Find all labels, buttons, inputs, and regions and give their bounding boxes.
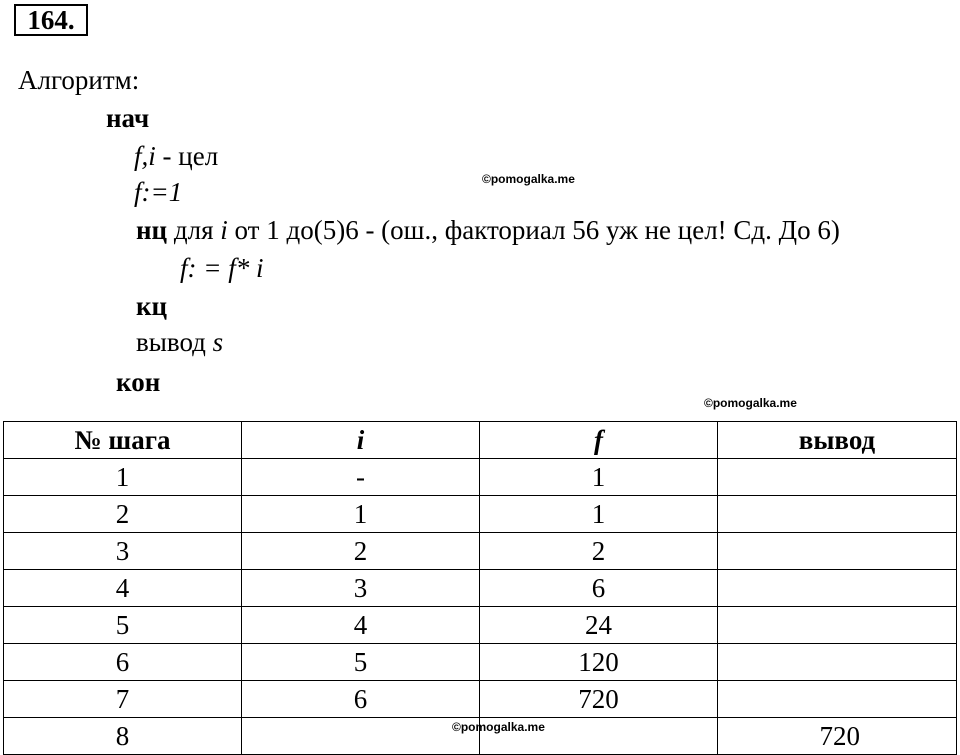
cell-output bbox=[718, 570, 957, 607]
cell-i: 4 bbox=[242, 607, 480, 644]
cell-step: 3 bbox=[4, 533, 242, 570]
code-loop-body bbox=[180, 252, 263, 284]
cell-output bbox=[718, 644, 957, 681]
cell-i bbox=[242, 718, 480, 755]
loop-for: для bbox=[167, 215, 221, 245]
body-lhs: f: = f* bbox=[180, 253, 256, 283]
cell-step: 8 bbox=[4, 718, 242, 755]
cell-i: 1 bbox=[242, 496, 480, 533]
cell-f: 2 bbox=[480, 533, 718, 570]
watermark: ©pomogalka.me bbox=[452, 720, 545, 734]
code-declaration bbox=[134, 140, 218, 172]
cell-i: 2 bbox=[242, 533, 480, 570]
decl-vars: f,i bbox=[134, 141, 156, 171]
decl-type: - цел bbox=[155, 141, 219, 171]
cell-f: 6 bbox=[480, 570, 718, 607]
cell-f: 1 bbox=[480, 459, 718, 496]
header-f: f bbox=[480, 422, 718, 459]
cell-output bbox=[718, 681, 957, 718]
cell-i: 6 bbox=[242, 681, 480, 718]
problem-number: 164. bbox=[14, 4, 88, 36]
cell-i: - bbox=[242, 459, 480, 496]
table-row bbox=[4, 533, 957, 570]
cell-step: 2 bbox=[4, 496, 242, 533]
cell-f: 1 bbox=[480, 496, 718, 533]
cell-step: 6 bbox=[4, 644, 242, 681]
cell-step: 5 bbox=[4, 607, 242, 644]
cell-i: 5 bbox=[242, 644, 480, 681]
table-header-row bbox=[4, 422, 957, 459]
cell-i: 3 bbox=[242, 570, 480, 607]
header-step: № шага bbox=[4, 422, 242, 459]
table-row bbox=[4, 644, 957, 681]
table-row bbox=[4, 570, 957, 607]
cell-output: 720 bbox=[718, 718, 957, 755]
table-row bbox=[4, 459, 957, 496]
loop-keyword: нц bbox=[136, 215, 168, 245]
code-begin: нач bbox=[106, 103, 150, 133]
cell-f: 120 bbox=[480, 644, 718, 681]
code-end: кон bbox=[116, 367, 161, 397]
cell-step: 1 bbox=[4, 459, 242, 496]
watermark: ©pomogalka.me bbox=[704, 396, 797, 410]
cell-output bbox=[718, 607, 957, 644]
cell-output bbox=[718, 533, 957, 570]
code-loop-end: кц bbox=[136, 291, 168, 321]
code-output bbox=[136, 326, 223, 358]
watermark: ©pomogalka.me bbox=[482, 172, 575, 186]
table-row bbox=[4, 496, 957, 533]
algorithm-label: Алгоритм: bbox=[18, 65, 140, 95]
body-var: i bbox=[255, 253, 264, 283]
trace-table bbox=[3, 421, 957, 755]
table-row bbox=[4, 607, 957, 644]
output-keyword: вывод bbox=[136, 327, 213, 357]
cell-f: 24 bbox=[480, 607, 718, 644]
code-loop-header bbox=[136, 214, 840, 246]
cell-output bbox=[718, 496, 957, 533]
code-assign: f:=1 bbox=[134, 177, 183, 207]
cell-step: 4 bbox=[4, 570, 242, 607]
loop-range: от 1 до(5)6 - (ош., факториал 56 уж не цел! Сд. До 6) bbox=[227, 215, 840, 245]
cell-output bbox=[718, 459, 957, 496]
header-output: вывод bbox=[718, 422, 957, 459]
loop-var: i bbox=[220, 215, 228, 245]
output-var: s bbox=[212, 327, 224, 357]
table-row bbox=[4, 681, 957, 718]
cell-step: 7 bbox=[4, 681, 242, 718]
cell-f: 720 bbox=[480, 681, 718, 718]
header-i: i bbox=[242, 422, 480, 459]
